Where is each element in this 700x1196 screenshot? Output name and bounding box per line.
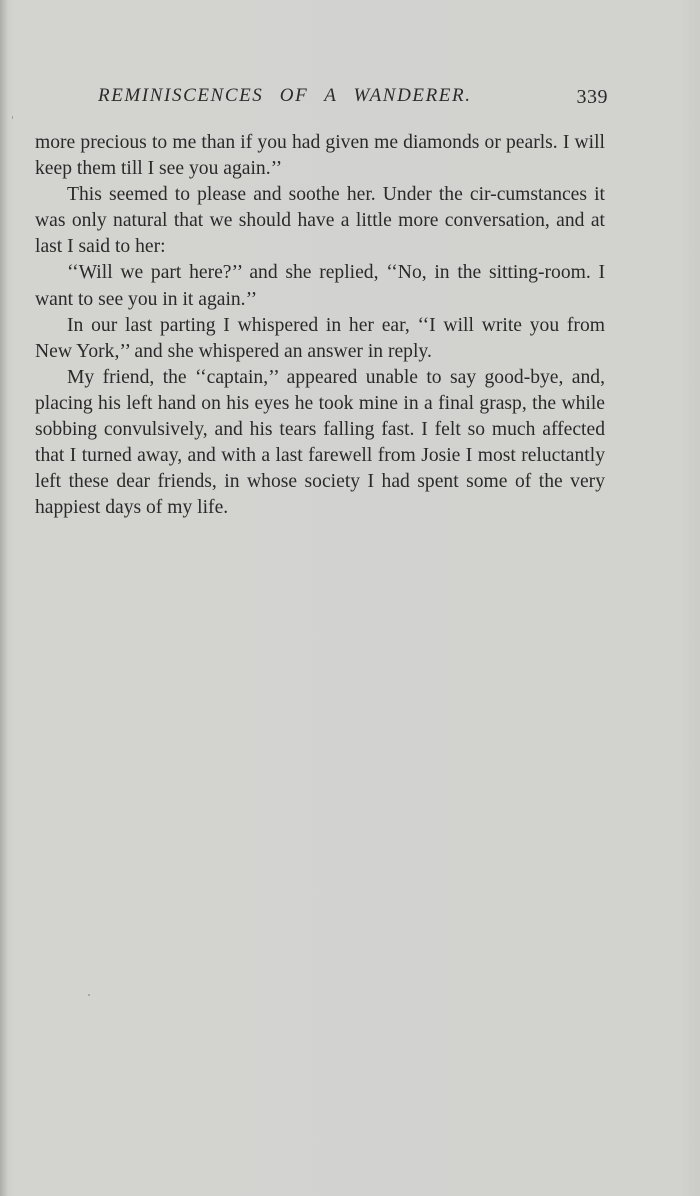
gutter-shadow	[0, 0, 8, 1196]
paragraph: In our last parting I whispered in her ear, ‘‘I will write you from New York,’’ and she whispered an answer in reply.	[35, 314, 605, 362]
page-number: 339	[576, 86, 608, 108]
running-title: REMINISCENCES OF A WANDERER.	[98, 85, 472, 106]
running-head	[98, 85, 608, 113]
paper-speck	[88, 994, 90, 996]
paragraph-continued: more precious to me than if you had given me diamonds or pearls. I will keep them till I see you again.’’	[35, 132, 605, 180]
paragraph: My friend, the ‘‘captain,’’ appeared unable to say good-bye, and, placing his left hand on his eyes he took mine in a final grasp, the while sobbing convulsively, and his tears falling fast. I felt so much affected that I turned away, and with a last farewell from Josie I most reluctantly left these dear friends, in whose society I had spent some of the very happiest days of my life.	[35, 366, 605, 519]
paragraph: This seemed to please and soothe her. Under the cir-cumstances it was only natural that we should have a little more conversation, and at last I said to her:	[35, 184, 605, 258]
paragraph: ‘‘Will we part here?’’ and she replied, ‘‘No, in the sitting-room. I want to see you in it again.’’	[35, 262, 605, 310]
body-text	[35, 130, 605, 521]
paper-speck	[12, 116, 13, 119]
